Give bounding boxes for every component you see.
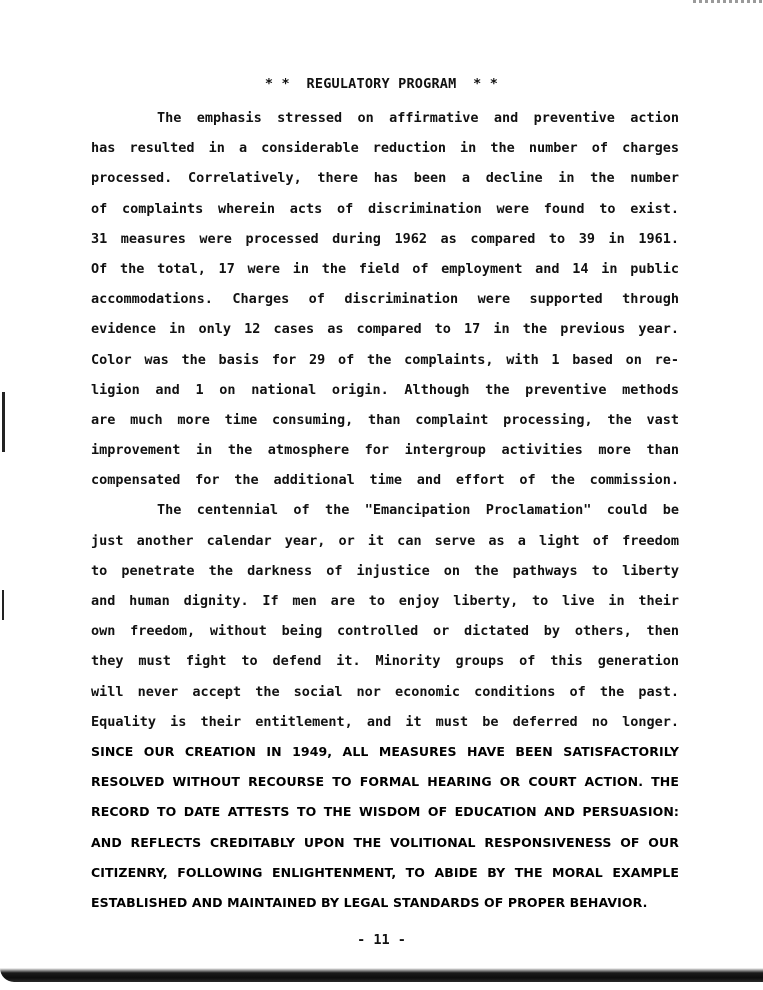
text-line: they must fight to defend it. Minority groups of this generation [91,653,679,670]
section-title: * * REGULATORY PROGRAM * * [264,76,499,92]
scan-edge-artifact [693,0,763,3]
text-line: The centennial of the "Emancipation Proclamation" could be [157,502,679,519]
text-line: The emphasis stressed on affirmative and preventive action [157,110,679,126]
body-text [91,103,679,918]
text-line: evidence in only 12 cases as compared to 17 in the previous year. [91,321,679,338]
emphasis-line: RESOLVED WITHOUT RECOURSE TO FORMAL HEARING OR COURT ACTION. THE [91,774,679,790]
text-line: to penetrate the darkness of injustice on the pathways to liberty [91,562,679,579]
text-line: Of the total, 17 were in the field of employment and 14 in public [91,260,679,277]
text-line: Color was the basis for 29 of the complaints, with 1 based on re- [91,351,679,368]
emphasis-line: RECORD TO DATE ATTESTS TO THE WISDOM OF EDUCATION AND PERSUASION: [91,804,679,820]
text-line: will never accept the social nor economic conditions of the past. [91,683,679,700]
text-line: 31 measures were processed during 1962 as compared to 39 in 1961. [91,230,679,247]
scan-edge-artifact [2,590,4,620]
emphasis-line: AND REFLECTS CREDITABLY UPON THE VOLITIONAL RESPONSIVENESS OF OUR [91,834,679,850]
text-line: Equality is their entitlement, and it must be deferred no longer. [91,713,679,730]
text-line: compensated for the additional time and effort of the commission. [91,472,679,489]
text-line: ligion and 1 on national origin. Although the preventive methods [91,381,679,398]
emphasis-line: ESTABLISHED AND MAINTAINED BY LEGAL STANDARDS OF PROPER BEHAVIOR. [91,894,648,910]
emphasis-line: CITIZENRY, FOLLOWING ENLIGHTENMENT, TO ABIDE BY THE MORAL EXAMPLE [91,864,679,880]
text-line: just another calendar year, or it can serve as a light of freedom [91,532,679,549]
text-line: and human dignity. If men are to enjoy liberty, to live in their [91,593,679,609]
scan-edge-artifact [2,392,5,452]
page-number: - 11 - [357,932,406,948]
text-line: accommodations. Charges of discrimination were supported through [91,291,679,308]
text-line: own freedom, without being controlled or dictated by others, then [91,623,679,640]
emphasis-line: SINCE OUR CREATION IN 1949, ALL MEASURES HAVE BEEN SATISFACTORILY [91,743,679,759]
text-line: are much more time consuming, than complaint processing, the vast [91,411,679,428]
text-line: has resulted in a considerable reduction in the number of charges [91,140,679,157]
text-line: improvement in the atmosphere for intergroup activities more than [91,442,679,459]
text-line: of complaints wherein acts of discrimination were found to exist. [91,200,679,217]
scan-edge-artifact [0,968,763,982]
text-line: processed. Correlatively, there has been a decline in the number [91,170,679,187]
